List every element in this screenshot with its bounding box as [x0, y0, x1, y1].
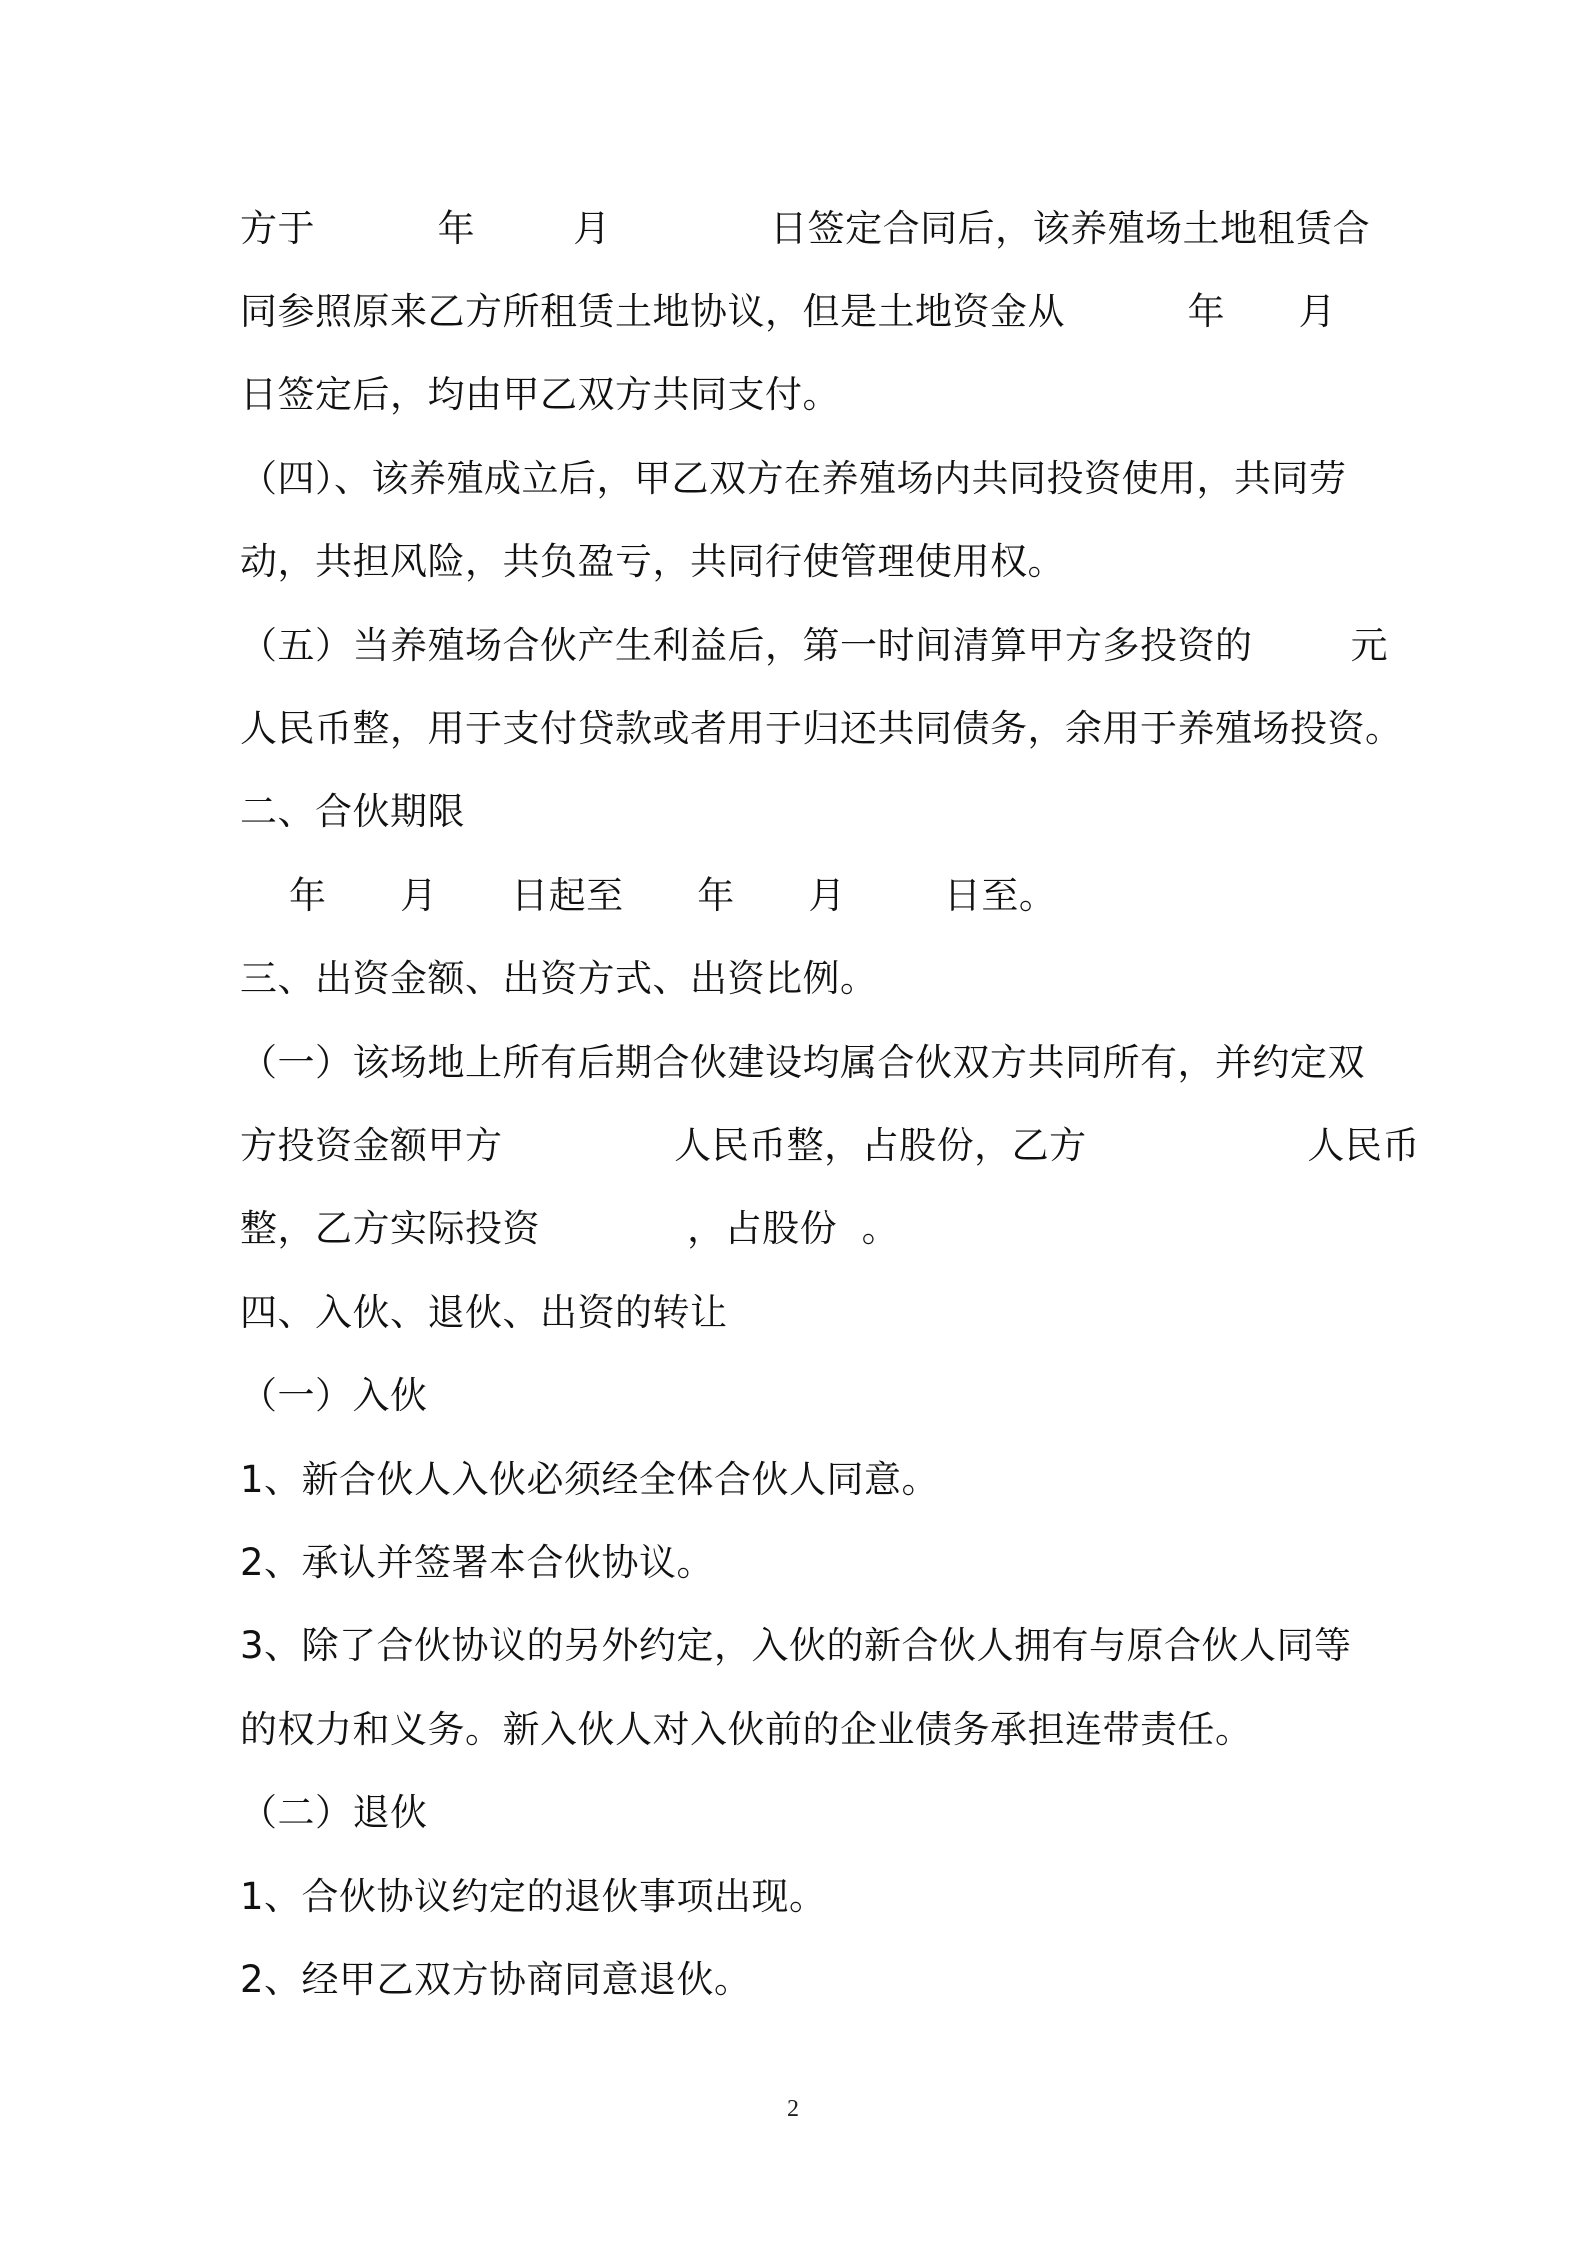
- subsection-heading: （一）入伙: [240, 1374, 428, 1417]
- section-heading: 四、入伙、退伙、出资的转让: [240, 1291, 728, 1334]
- text-line: 的权力和义务。新入伙人对入伙前的企业债务承担连带责任。: [240, 1708, 1253, 1751]
- text-line: 2、经甲乙双方协商同意退伙。: [240, 1958, 752, 2001]
- text-line: 年 月 日起至 年 月 日至。: [240, 874, 1057, 917]
- page-number: 2: [787, 2096, 799, 2122]
- text-line: 1、合伙协议约定的退伙事项出现。: [240, 1875, 827, 1918]
- text-line: （四）、该养殖成立后，甲乙双方在养殖场内共同投资使用，共同劳: [240, 457, 1347, 500]
- text-line: 动，共担风险，共负盈亏，共同行使管理使用权。: [240, 540, 1065, 583]
- text-line: 方投资金额甲方 人民币整，占股份，乙方 人民币: [240, 1124, 1420, 1167]
- text-line: 方于 年 月 日签定合同后，该养殖场土地租赁合: [240, 207, 1371, 250]
- text-line: 日签定后，均由甲乙双方共同支付。: [240, 373, 840, 416]
- text-line: 整，乙方实际投资 ，占股份 。: [240, 1207, 900, 1250]
- text-line: （五）当养殖场合伙产生利益后，第一时间清算甲方多投资的 元: [240, 624, 1389, 667]
- section-heading: 三、出资金额、出资方式、出资比例。: [240, 957, 878, 1000]
- text-line: （一）该场地上所有后期合伙建设均属合伙双方共同所有，并约定双: [240, 1041, 1365, 1084]
- text-line: 人民币整，用于支付贷款或者用于归还共同债务，余用于养殖场投资。: [240, 707, 1403, 750]
- text-line: 3、除了合伙协议的另外约定，入伙的新合伙人拥有与原合伙人同等: [240, 1624, 1352, 1667]
- text-line: 1、新合伙人入伙必须经全体合伙人同意。: [240, 1458, 940, 1501]
- subsection-heading: （二）退伙: [240, 1791, 428, 1834]
- text-line: 同参照原来乙方所租赁土地协议，但是土地资金从 年 月: [240, 290, 1337, 333]
- section-heading: 二、合伙期限: [240, 790, 465, 833]
- text-line: 2、承认并签署本合伙协议。: [240, 1541, 715, 1584]
